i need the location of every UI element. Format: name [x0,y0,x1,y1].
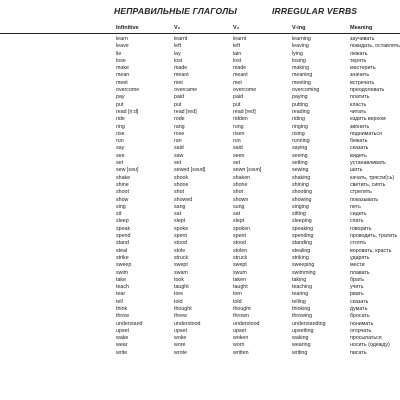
v3-cell: stolen [233,247,248,254]
v3-cell: swum [233,269,247,276]
v2-cell: upset [174,327,187,334]
v3-cell: lain [233,50,242,57]
v2-cell: put [174,101,182,108]
ving-cell: sewing [292,167,309,174]
meaning-cell: огорчать [350,327,372,334]
ving-cell: upsetting [292,327,314,334]
meaning-cell: класть [350,101,367,108]
v2-cell: thought [174,305,192,312]
v3-cell: spent [233,233,246,240]
ving-cell: meaning [292,72,313,79]
table-row [0,153,400,160]
v3-cell: thought [233,305,251,312]
ving-cell: understanding [292,320,326,327]
ving-cell: thinking [292,305,311,312]
v2-cell: took [174,276,185,283]
v2-cell: shone [174,181,189,188]
ving-cell: making [292,65,310,72]
table-row [0,218,400,225]
ving-cell: lying [292,50,303,57]
infinitive-cell: show [116,196,129,203]
v2-cell: paid [174,94,185,101]
infinitive-cell: strike [116,254,129,261]
table-row [0,116,400,123]
ving-cell: throwing [292,313,313,320]
table-row [0,65,400,72]
ving-cell: rising [292,130,305,137]
meaning-cell: спать [350,218,364,225]
v3-cell: told [233,298,242,305]
infinitive-cell: throw [116,313,129,320]
ving-cell: wearing [292,342,311,349]
infinitive-cell: upset [116,327,129,334]
v3-cell: swept [233,262,247,269]
meaning-cell: качать, трясти(сь) [350,174,395,181]
meaning-cell: воровать, красть [350,247,392,254]
infinitive-cell: set [116,160,124,167]
v2-cell: tore [174,291,184,298]
v3-cell: rung [233,123,244,130]
table-row [0,350,400,357]
table-row [0,124,400,131]
infinitive-cell: ride [116,116,125,123]
table-row [0,58,400,65]
table-row [0,233,400,240]
infinitive-cell: ring [116,123,125,130]
v3-cell: lost [233,57,242,64]
infinitive-cell: stand [116,240,129,247]
infinitive-cell: pay [116,94,125,101]
infinitive-cell: write [116,349,128,356]
infinitive-cell: say [116,145,125,152]
table-row [0,87,400,94]
v2-cell: left [174,43,182,50]
v2-cell: shot [174,189,185,196]
header-meaning: Meaning [350,25,373,31]
v2-cell: taught [174,284,189,291]
ving-cell: speaking [292,225,314,232]
ving-cell: teaching [292,284,313,291]
ving-cell: seeing [292,152,308,159]
table-row [0,255,400,262]
ving-cell: waking [292,335,309,342]
v3-cell: understood [233,320,260,327]
ving-cell: shooting [292,189,313,196]
table-row [0,291,400,298]
v3-cell: learnt [233,36,247,42]
table-row [0,102,400,109]
ving-cell: showing [292,196,312,203]
v3-cell: sewn [səʊn] [233,167,262,174]
meaning-cell: бежать [350,138,368,145]
v2-cell: swept [174,262,188,269]
ving-cell: saying [292,145,308,152]
ving-cell: riding [292,116,305,123]
ving-cell: sleeping [292,218,312,225]
table-row [0,226,400,233]
infinitive-cell: lie [116,50,122,57]
meaning-cell: шить [350,167,363,174]
ving-cell: shining [292,181,309,188]
table-row [0,182,400,189]
meaning-cell: стрелять [350,189,372,196]
v3-cell: ridden [233,116,248,123]
table-row [0,342,400,349]
table-row [0,160,400,167]
v3-cell: set [233,160,241,167]
v2-cell: sat [174,211,182,218]
table-row [0,94,400,101]
infinitive-cell: shine [116,181,129,188]
v3-cell: taken [233,276,246,283]
infinitive-cell: sit [116,211,122,218]
meaning-cell: светить, сиять [350,181,386,188]
infinitive-cell: steal [116,247,128,254]
meaning-cell: сидеть [350,211,367,218]
title-russian: НЕПРАВИЛЬНЫЕ ГЛАГОЛЫ [114,6,237,16]
meaning-cell: рвать [350,291,364,298]
infinitive-cell: wear [116,342,128,349]
v2-cell: understood [174,320,201,327]
meaning-cell: терять [350,57,367,64]
ving-cell: singing [292,203,309,210]
v2-cell: showed [174,196,193,203]
v2-cell: swam [174,269,188,276]
ving-cell: putting [292,101,308,108]
v2-cell: threw [174,313,187,320]
meaning-cell: понимать [350,320,374,327]
table-row [0,211,400,218]
ving-cell: overcoming [292,87,320,94]
v3-cell: shown [233,196,249,203]
v2-cell: lost [174,57,183,64]
table-row [0,167,400,174]
meaning-cell: стоять [350,240,367,247]
infinitive-cell: speak [116,225,131,232]
ving-cell: losing [292,57,306,64]
ving-cell: leaving [292,43,309,50]
ving-cell: standing [292,240,313,247]
v2-cell: met [174,79,183,86]
table-row [0,36,400,43]
meaning-cell: думать [350,305,368,312]
table-row [0,138,400,145]
v2-cell: slept [174,218,186,225]
ving-cell: swimming [292,269,316,276]
meaning-cell: учить [350,284,364,291]
infinitive-cell: make [116,65,129,72]
infinitive-cell: lose [116,57,126,64]
table-row [0,313,400,320]
v3-cell: shot [233,189,244,196]
infinitive-cell: rise [116,130,125,137]
meaning-cell: видеть [350,152,367,159]
meaning-cell: просыпаться [350,335,382,342]
infinitive-cell: teach [116,284,129,291]
table-row [0,299,400,306]
v3-cell: sung [233,203,245,210]
ving-cell: stealing [292,247,311,254]
meaning-cell: сказать [350,145,369,152]
infinitive-cell: tell [116,298,123,305]
table-row [0,204,400,211]
infinitive-cell: take [116,276,127,283]
table-row [0,262,400,269]
v2-cell: rose [174,130,185,137]
table-row [0,189,400,196]
v2-cell: said [174,145,184,152]
v2-cell: saw [174,152,184,159]
v2-cell: read [red] [174,108,197,115]
meaning-cell: преодолевать [350,87,385,94]
table-row [0,72,400,79]
ving-cell: ringing [292,123,308,130]
v3-cell: paid [233,94,244,101]
meaning-cell: заучивать [350,36,375,42]
meaning-cell: подниматься [350,130,382,137]
v3-cell: stood [233,240,246,247]
v3-cell: shone [233,181,248,188]
infinitive-cell: sing [116,203,126,210]
header-infinitive: Infinitive [116,25,139,31]
v2-cell: woke [174,335,187,342]
meaning-cell: петь [350,203,361,210]
ving-cell: paying [292,94,308,101]
v2-cell: sewed [səʊd] [174,167,206,174]
v3-cell: meant [233,72,248,79]
v2-cell: sang [174,203,186,210]
meaning-cell: брать [350,276,364,283]
infinitive-cell: sweep [116,262,132,269]
v2-cell: struck [174,254,189,261]
v2-cell: stood [174,240,187,247]
v2-cell: made [174,65,188,72]
table-row [0,328,400,335]
meaning-cell: показывать [350,196,379,203]
verb-table-body [0,36,400,357]
table-row [0,109,400,116]
table-row [0,335,400,342]
infinitive-cell: spend [116,233,131,240]
table-row [0,248,400,255]
meaning-cell: проводить, тратить [350,233,398,240]
v3-cell: shaken [233,174,251,181]
v2-cell: rang [174,123,185,130]
meaning-cell: мести [350,262,365,269]
ving-cell: telling [292,298,306,305]
ving-cell: writing [292,349,308,356]
v3-cell: said [233,145,243,152]
v2-cell: wore [174,342,186,349]
infinitive-cell: run [116,138,124,145]
v3-cell: worn [233,342,245,349]
v3-cell: written [233,349,249,356]
table-row [0,197,400,204]
infinitive-cell: shoot [116,189,129,196]
v2-cell: told [174,298,183,305]
table-row [0,306,400,313]
meaning-cell: сказать [350,298,369,305]
table-row [0,145,400,152]
meaning-cell: платить [350,94,370,101]
infinitive-cell: put [116,101,124,108]
meaning-cell: плавать [350,269,370,276]
header-v3: V₃ [233,25,240,31]
infinitive-cell: learn [116,36,128,42]
infinitive-cell: sew [səʊ] [116,167,139,174]
v2-cell: stole [174,247,186,254]
ving-cell: sitting [292,211,306,218]
meaning-cell: читать [350,108,367,115]
table-row [0,270,400,277]
v2-cell: set [174,160,182,167]
infinitive-cell: think [116,305,128,312]
infinitive-cell: overcome [116,87,140,94]
ving-cell: reading [292,108,310,115]
v3-cell: met [233,79,242,86]
meaning-cell: звонить [350,123,370,130]
table-row [0,131,400,138]
v3-cell: thrown [233,313,249,320]
v3-cell: seen [233,152,245,159]
table-row [0,43,400,50]
ving-cell: taking [292,276,307,283]
v3-cell: left [233,43,241,50]
v3-cell: made [233,65,247,72]
ving-cell: sweeping [292,262,315,269]
meaning-cell: ударять [350,254,370,261]
v2-cell: learnt [174,36,188,42]
infinitive-cell: mean [116,72,130,79]
meaning-cell: ездить верхом [350,116,386,123]
meaning-cell: встречать [350,79,375,86]
table-header [0,25,400,34]
v3-cell: risen [233,130,245,137]
infinitive-cell: see [116,152,125,159]
infinitive-cell: understand [116,320,143,327]
v2-cell: meant [174,72,189,79]
v2-cell: spent [174,233,187,240]
ving-cell: shaking [292,174,311,181]
meaning-cell: значить [350,72,370,79]
ving-cell: striking [292,254,309,261]
ving-cell: tearing [292,291,309,298]
v3-cell: woken [233,335,249,342]
infinitive-cell: shake [116,174,131,181]
table-row [0,175,400,182]
meaning-cell: бросать [350,313,370,320]
v3-cell: slept [233,218,245,225]
v3-cell: overcome [233,87,257,94]
infinitive-cell: wake [116,335,129,342]
title-english: IRREGULAR VERBS [272,6,358,16]
v3-cell: sat [233,211,241,218]
header-ving: V-ing [292,25,306,31]
table-row [0,277,400,284]
meaning-cell: писать [350,349,367,356]
meaning-cell: мастерить [350,65,376,72]
header-v2: V₂ [174,25,181,31]
meaning-cell: устанавливать [350,160,386,167]
table-row [0,284,400,291]
meaning-cell: носить (одежду) [350,342,390,349]
v2-cell: ran [174,138,182,145]
infinitive-cell: tear [116,291,126,298]
v3-cell: read [red] [233,108,256,115]
v2-cell: lay [174,50,181,57]
ving-cell: running [292,138,310,145]
infinitive-cell: read [ri:d] [116,108,139,115]
v3-cell: spoken [233,225,251,232]
v3-cell: put [233,101,241,108]
meaning-cell: лежать [350,50,368,57]
v2-cell: rode [174,116,185,123]
ving-cell: spending [292,233,314,240]
table-row [0,51,400,58]
v2-cell: overcame [174,87,198,94]
ving-cell: meeting [292,79,311,86]
v3-cell: torn [233,291,243,298]
meaning-cell: покидать, оставлять [350,43,400,50]
infinitive-cell: sleep [116,218,129,225]
meaning-cell: говорить [350,225,372,232]
v3-cell: run [233,138,241,145]
table-row [0,240,400,247]
v3-cell: taught [233,284,248,291]
infinitive-cell: meet [116,79,128,86]
v2-cell: wrote [174,349,187,356]
ving-cell: setting [292,160,308,167]
v2-cell: shook [174,174,189,181]
table-row [0,80,400,87]
v2-cell: spoke [174,225,189,232]
v3-cell: struck [233,254,248,261]
table-row [0,321,400,328]
infinitive-cell: swim [116,269,129,276]
v3-cell: upset [233,327,246,334]
infinitive-cell: leave [116,43,129,50]
ving-cell: learning [292,36,311,42]
